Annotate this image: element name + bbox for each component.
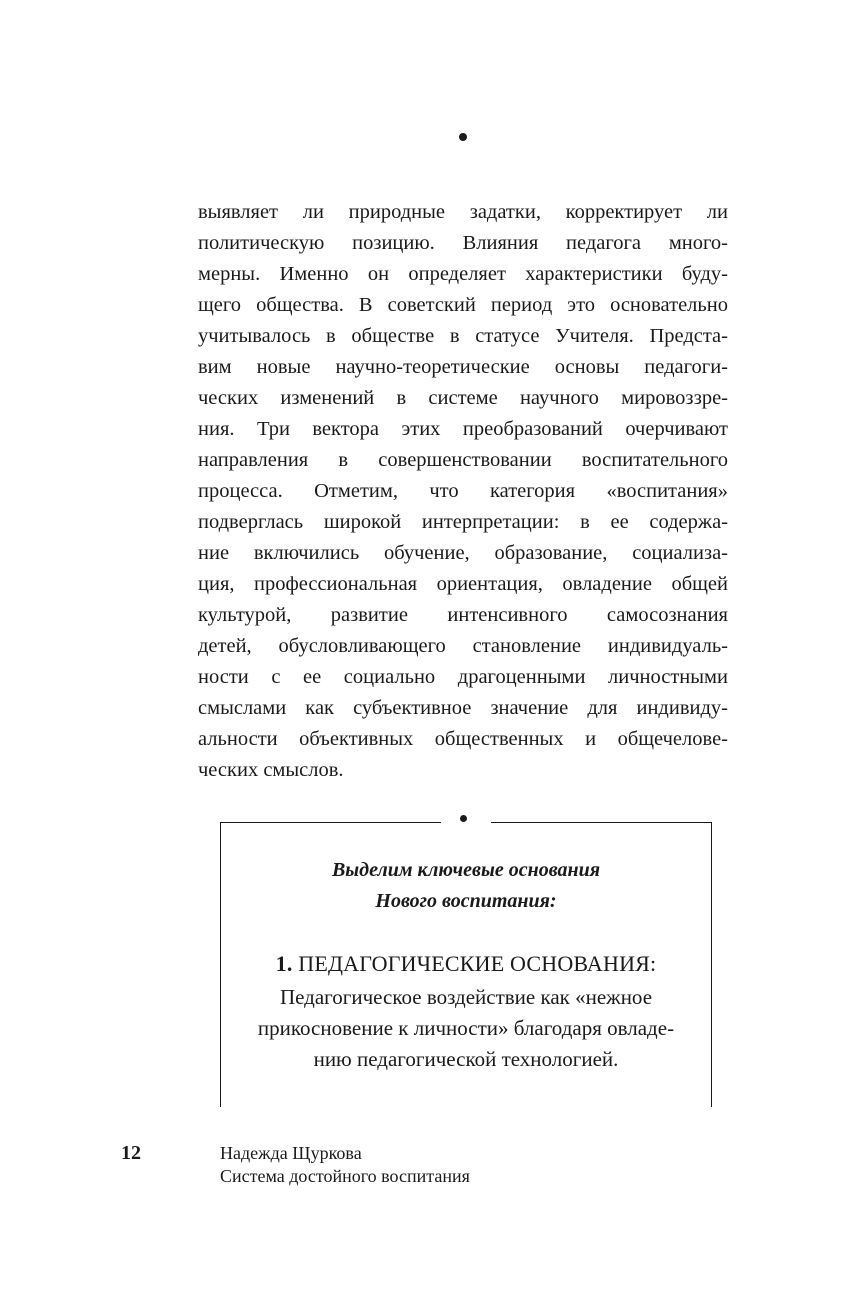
section-title-text: ПЕДАГОГИЧЕСКИЕ ОСНОВАНИЯ: — [298, 951, 657, 976]
body-line: ности с ее социально драгоценными личностными — [198, 666, 728, 688]
body-line: выявляет ли природные задатки, корректирует ли — [198, 201, 728, 223]
body-line: щего общества. В советский период это основательно — [198, 294, 728, 316]
box-top-rule-left — [221, 822, 441, 823]
body-line: ция, профессиональная ориентация, овладение общей — [198, 573, 728, 595]
box-heading: Выделим ключевые основания — [331, 859, 601, 881]
footer-author: Надежда Щуркова — [220, 1143, 362, 1163]
box-description: прикосновение к личности» благодаря овладе- — [257, 1016, 675, 1040]
section-divider-bullet — [459, 133, 467, 141]
body-line: ние включились обучение, образование, социализа- — [198, 542, 728, 564]
body-line: мерны. Именно он определяет характеристики буду- — [198, 263, 728, 285]
body-line: процесса. Отметим, что категория «воспитания» — [198, 480, 728, 502]
body-line: ческих изменений в системе научного мировоззре- — [198, 387, 728, 409]
box-section-title — [221, 948, 711, 980]
body-line: смыслами как субъективное значение для индивиду- — [198, 697, 728, 719]
box-description: Педагогическое воздействие как «нежное — [279, 985, 653, 1009]
body-line: ческих смыслов. — [198, 759, 344, 781]
box-top-rule-right — [491, 822, 711, 823]
highlight-box — [220, 822, 712, 1107]
footer-book-title: Система достойного воспитания — [220, 1166, 470, 1186]
body-line: альности объективных общественных и общечелове- — [198, 728, 728, 750]
body-line: детей, обусловливающего становление индивидуаль- — [198, 635, 728, 657]
body-line: ния. Три вектора этих преобразований очерчивают — [198, 418, 728, 440]
body-line: подверглась широкой интерпретации: в ее содержа- — [198, 511, 728, 533]
box-heading: Нового воспитания: — [375, 890, 557, 912]
body-line: политическую позицию. Влияния педагога много- — [198, 232, 728, 254]
page-number: 12 — [121, 1142, 141, 1164]
body-line: направления в совершенствовании воспитательного — [198, 449, 728, 471]
body-line: учитывалось в обществе в статусе Учителя. Предста- — [198, 325, 728, 347]
box-divider-bullet — [460, 815, 467, 822]
section-number: 1. — [275, 951, 293, 976]
body-line: культурой, развитие интенсивного самосознания — [198, 604, 728, 626]
body-line: вим новые научно-теоретические основы педагоги- — [198, 356, 728, 378]
box-description: нию педагогической технологией. — [313, 1047, 619, 1071]
body-text — [198, 197, 728, 786]
